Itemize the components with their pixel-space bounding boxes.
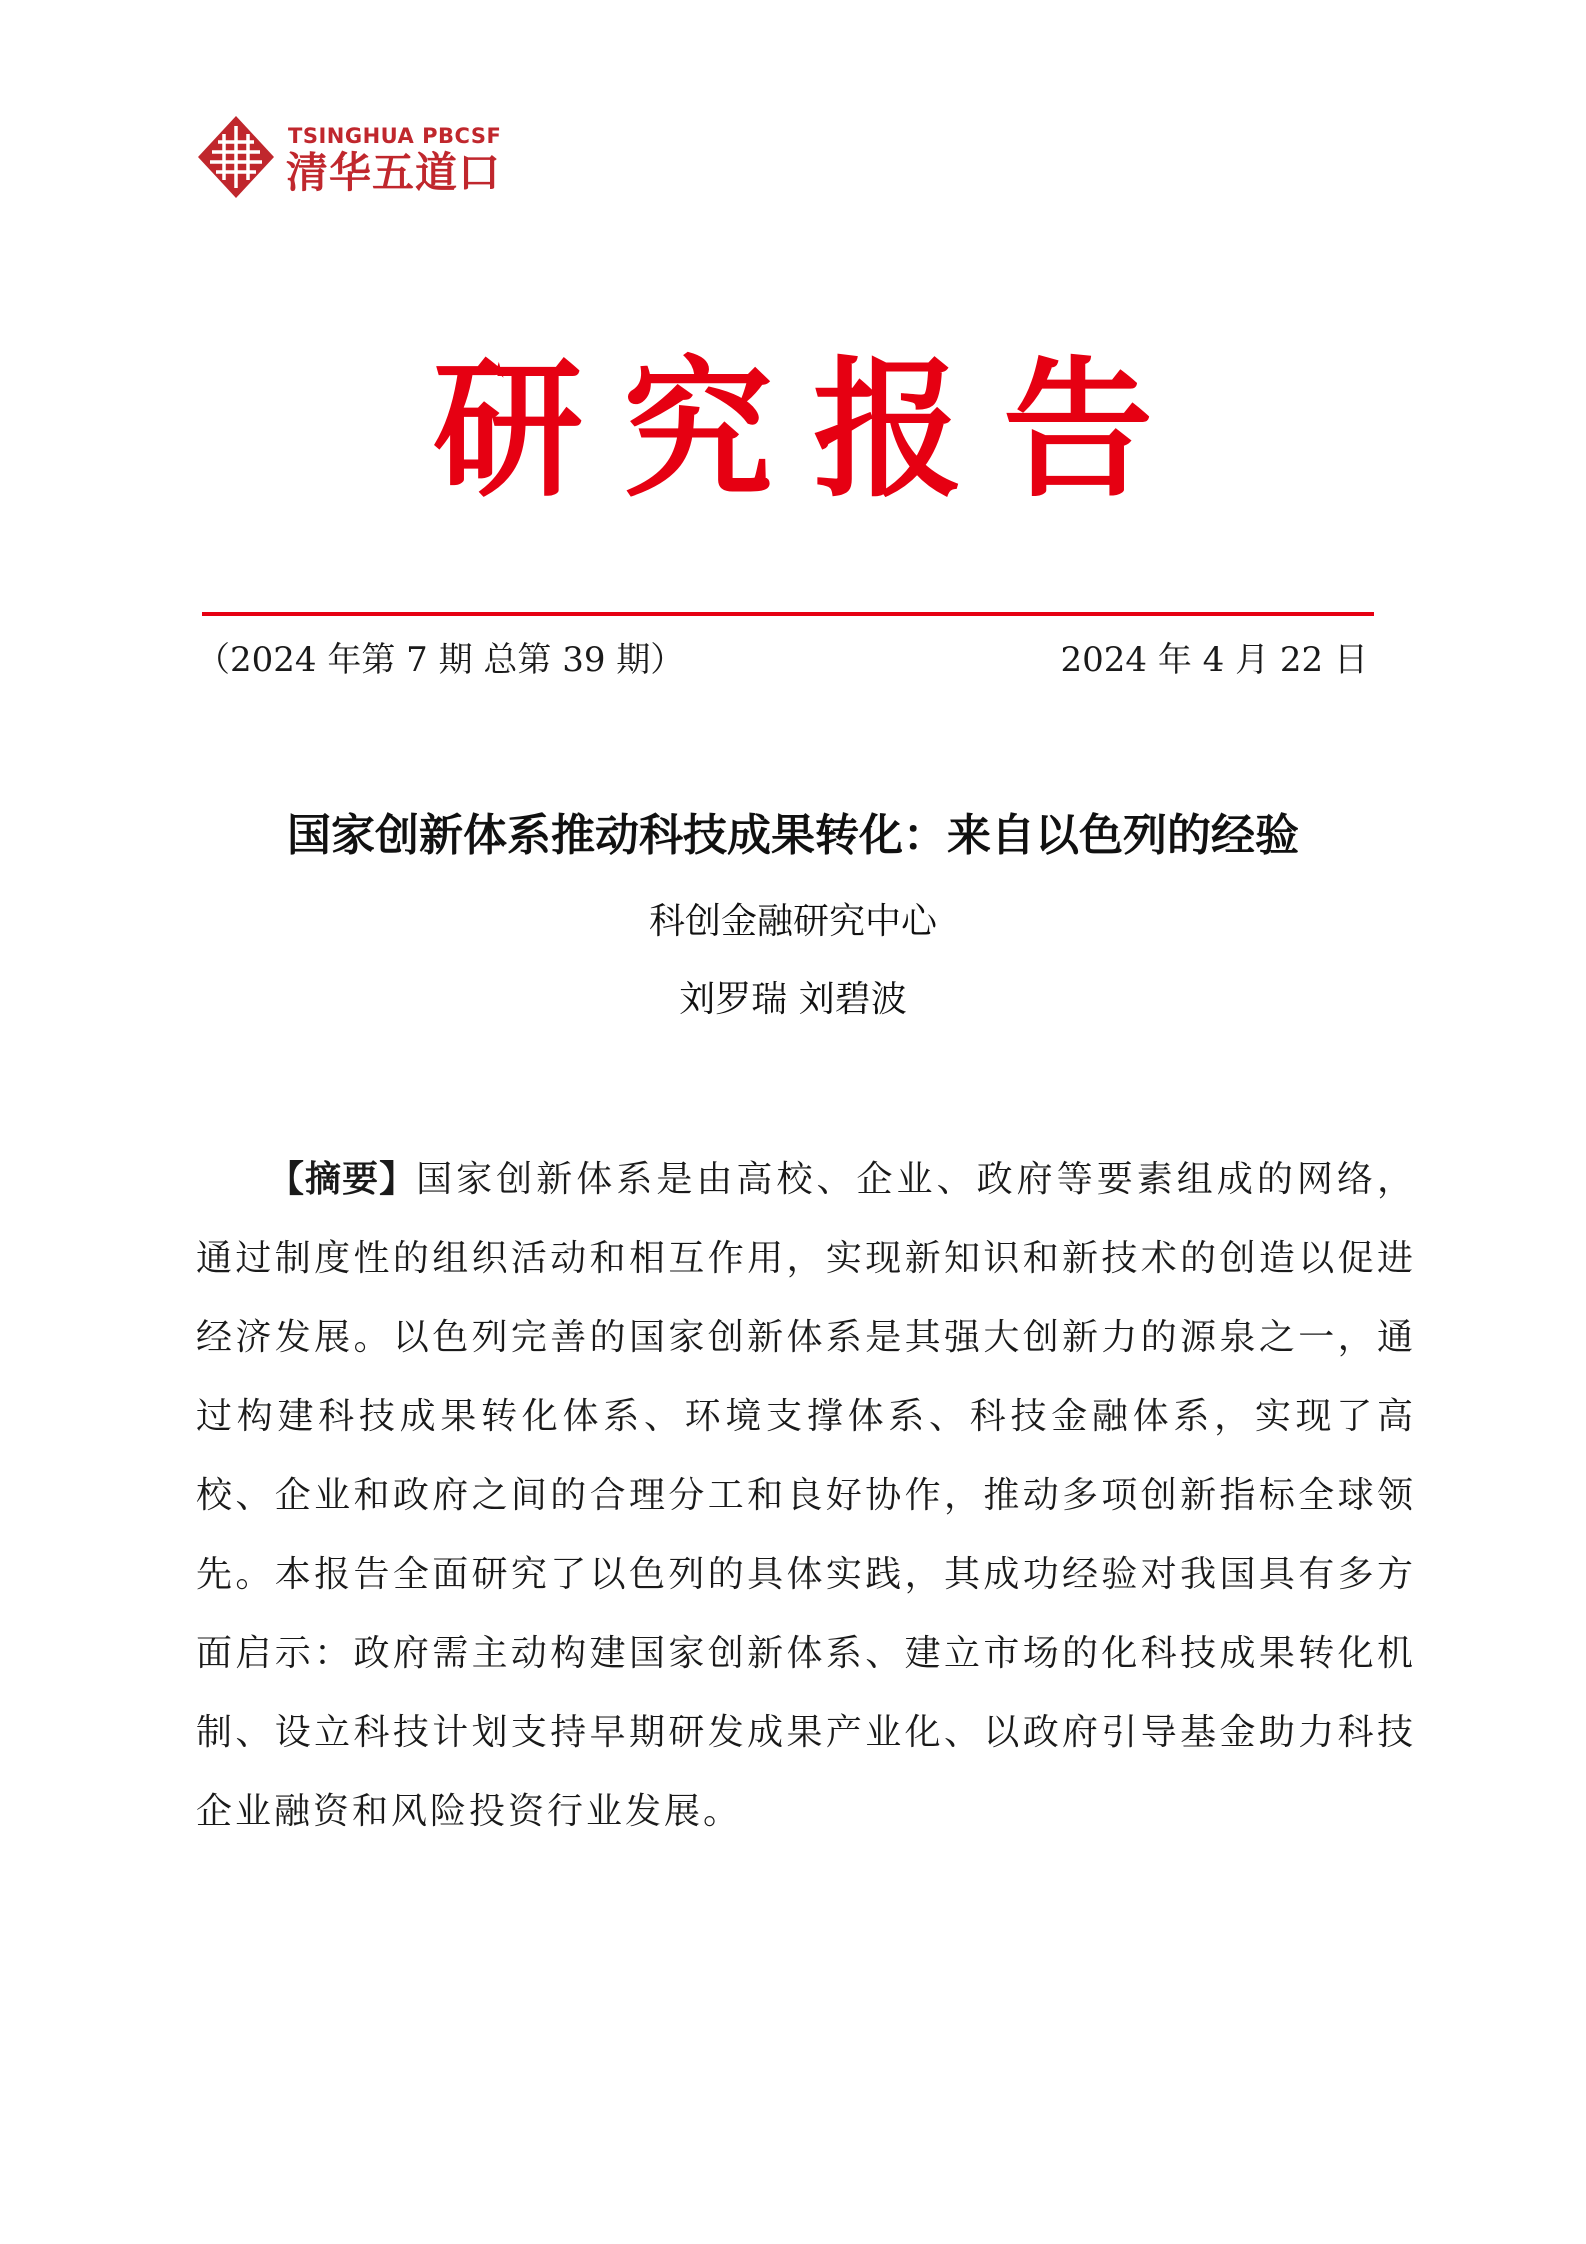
report-masthead: 研究报告 [432,342,1193,518]
abstract-text: 国家创新体系是由高校、企业、政府等要素组成的网络，通过制度性的组织活动和相互作用，实现新知识和新技术的创造以促进经济发展。以色列完善的国家创新体系是其强大创新力的源泉之一，通过构建科技成果转化体系、环境支撑体系、科技金融体系，实现了高校、企业和政府之间的合理分工和良好协作，推动多项创新指标全球领先。本报告全面研究了以色列的具体实践，其成功经验对我国具有多方面启示：政府需主动构建国家创新体系、建立市场的化科技成果转化机制、设立科技计划支持早期研发成果产业化、以政府引导基金助力科技企业融资和风险投资行业发展。 [196,1159,1416,1832]
abstract-paragraph [196,1140,1416,1851]
issue-number: （2024 年第 7 期 总第 39 期） [196,640,685,680]
issue-date: 2024 年 4 月 22 日 [1060,640,1368,680]
institution-logo [196,114,516,200]
pbcsf-emblem-icon [196,114,276,200]
report-title: 国家创新体系推动科技成果转化：来自以色列的经验 [287,810,1299,861]
logo-chinese-name: 清华五道口 [286,148,502,197]
logo-english-name: TSINGHUA PBCSF [288,124,502,148]
masthead-divider [202,612,1374,616]
authors: 刘罗瑞 刘碧波 [679,979,907,1020]
abstract-label: 【摘要】 [268,1159,417,1200]
research-center: 科创金融研究中心 [648,901,937,942]
